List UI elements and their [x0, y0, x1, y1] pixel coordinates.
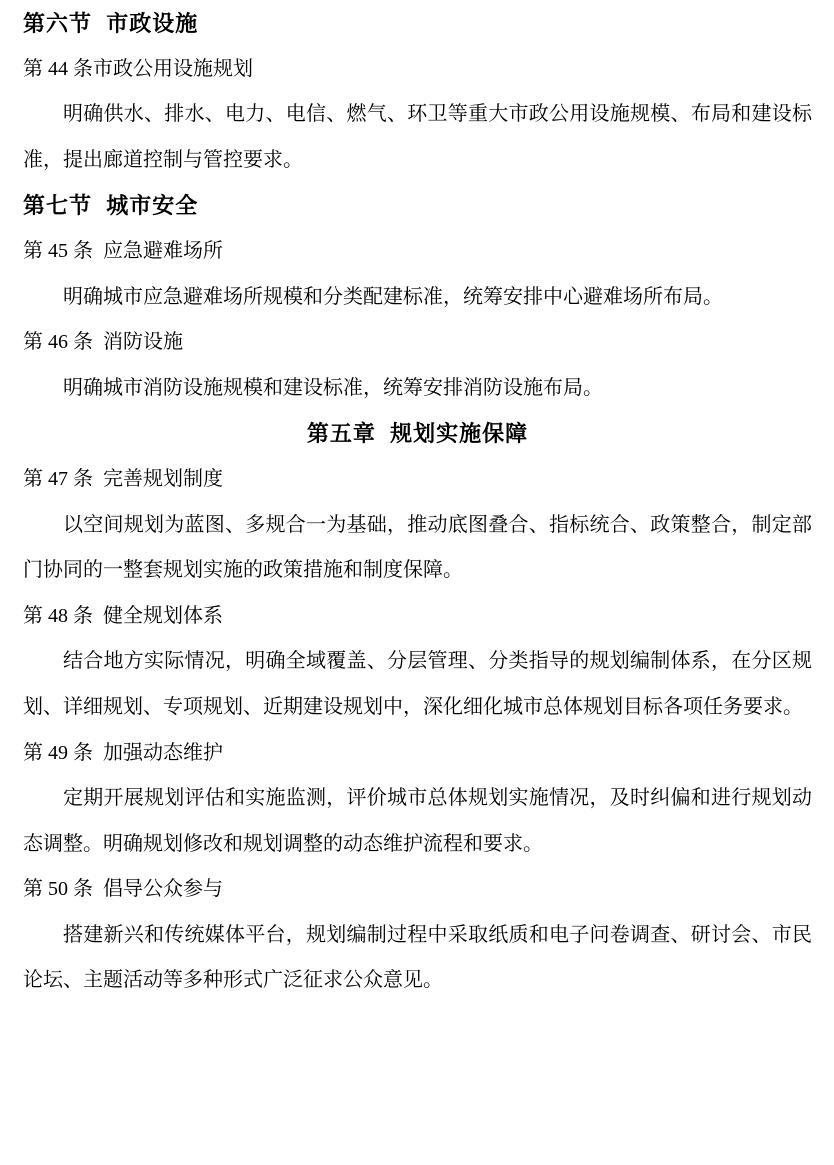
- article-heading: 第 44 条市政公用设施规划: [23, 57, 253, 80]
- section-heading: 第六节 市政设施: [23, 11, 199, 36]
- paragraph: 定期开展规划评估和实施监测，评价城市总体规划实施情况，及时纠偏和进行规划动态调整。明确规划修改和规划调整的动态维护流程和要求。: [23, 787, 812, 855]
- paragraph: 结合地方实际情况，明确全域覆盖、分层管理、分类指导的规划编制体系，在分区规划、详细规划、专项规划、近期建设规划中，深化细化城市总体规划目标各项任务要求。: [23, 650, 812, 718]
- paragraph: 搭建新兴和传统媒体平台，规划编制过程中采取纸质和电子问卷调查、研讨会、市民论坛、主题活动等多种形式广泛征求公众意见。: [23, 923, 812, 992]
- paragraph: 明确城市应急避难场所规模和分类配建标准，统筹安排中心避难场所布局。: [63, 285, 723, 308]
- paragraph: 明确城市消防设施规模和建设标准，统筹安排消防设施布局。: [63, 376, 603, 399]
- paragraph: 明确供水、排水、电力、电信、燃气、环卫等重大市政公用设施规模、布局和建设标准，提出廊道控制与管控要求。: [23, 103, 812, 171]
- article-heading: 第 49 条 加强动态维护: [23, 741, 223, 764]
- article-heading: 第 47 条 完善规划制度: [23, 467, 223, 490]
- article-heading: 第 50 条 倡导公众参与: [23, 878, 223, 901]
- section-heading: 第七节 城市安全: [23, 193, 199, 219]
- article-heading: 第 45 条 应急避难场所: [23, 239, 223, 262]
- paragraph: 以空间规划为蓝图、多规合一为基础，推动底图叠合、指标统合、政策整合，制定部门协同的一整套规划实施的政策措施和制度保障。: [23, 513, 812, 582]
- article-heading: 第 48 条 健全规划体系: [23, 604, 223, 627]
- chapter-heading: 第五章 规划实施保障: [306, 421, 529, 447]
- article-heading: 第 46 条 消防设施: [23, 331, 183, 354]
